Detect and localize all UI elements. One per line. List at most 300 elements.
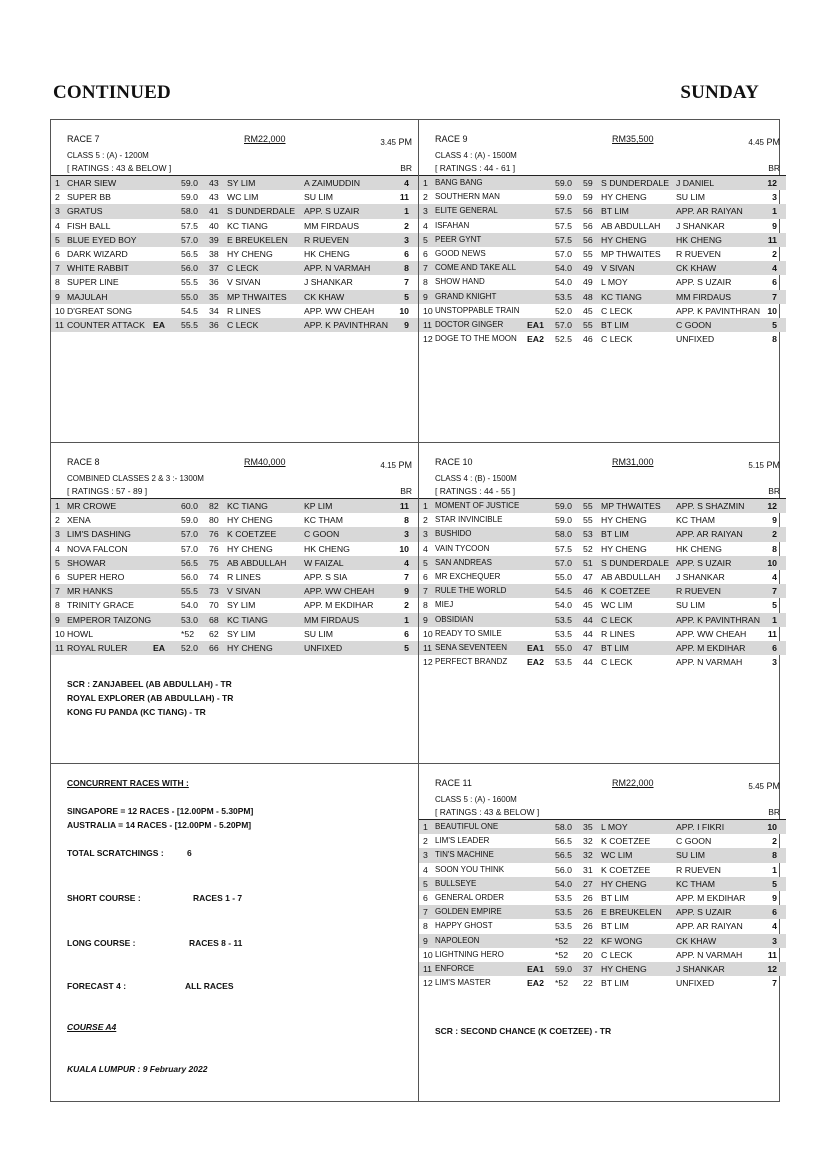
weight: 54.0: [555, 878, 572, 889]
runner-row: [419, 976, 786, 990]
runner-number: 11: [55, 319, 65, 330]
runner-number: 9: [423, 935, 428, 946]
header-right-day: SUNDAY: [680, 82, 759, 103]
weight: 55.5: [181, 277, 198, 288]
runner-number: 7: [423, 586, 428, 597]
barrier: 9: [772, 220, 777, 231]
jockey: R LINES: [601, 628, 635, 639]
barrier: 4: [772, 571, 777, 582]
race-ratings: [ RATINGS : 44 - 55 ] BR: [419, 486, 786, 499]
trainer: APP. S UZAIR: [304, 206, 360, 217]
barrier: 2: [404, 600, 409, 611]
runner-number: 11: [55, 642, 65, 653]
runner-number: 9: [423, 614, 428, 625]
rating: 36: [209, 277, 219, 288]
trainer: R RUEVEN: [676, 248, 721, 259]
trainer: C GOON: [676, 319, 712, 330]
rating: 80: [209, 515, 219, 526]
trainer: SU LIM: [304, 628, 333, 639]
runner-number: 3: [55, 529, 60, 540]
barrier: 2: [404, 220, 409, 231]
runner-row: [51, 261, 418, 275]
concurrent-singapore: SINGAPORE = 12 RACES - [12.00PM - 5.30PM]: [67, 806, 254, 816]
rating: 37: [209, 263, 219, 274]
trainer: J SHANKAR: [676, 220, 725, 231]
weight: 59.0: [181, 178, 198, 188]
horse-name: SUPER BB: [67, 192, 111, 203]
barrier: 1: [772, 206, 777, 217]
trainer: APP. S UZAIR: [676, 277, 732, 288]
race-ratings: [ RATINGS : 43 & BELOW ] BR: [51, 163, 418, 176]
runner-row: [51, 176, 418, 190]
rating: 22: [583, 935, 593, 946]
trainer: J DANIEL: [676, 178, 715, 188]
barrier: 4: [772, 263, 777, 274]
barrier: 7: [404, 571, 409, 582]
runner-number: 5: [55, 234, 60, 245]
runner-row: [51, 233, 418, 247]
trainer: APP. AR RAIYAN: [676, 206, 743, 217]
horse-name: STAR INVINCIBLE: [435, 515, 503, 525]
jockey: S DUNDERDALE: [601, 178, 670, 188]
weight: 52.5: [555, 334, 572, 345]
rating: 70: [209, 600, 219, 611]
runner-number: 4: [55, 543, 60, 554]
horse-name: DARK WIZARD: [67, 248, 128, 259]
total-scratchings: TOTAL SCRATCHINGS : 6: [67, 848, 192, 858]
rating: 76: [209, 529, 219, 540]
barrier: 12: [767, 178, 777, 188]
barrier: 10: [399, 543, 409, 554]
trainer: APP. AR RAIYAN: [676, 529, 743, 540]
runner-row: [51, 318, 418, 332]
weight: 57.0: [181, 234, 198, 245]
trainer: APP. M EKDIHAR: [676, 642, 746, 653]
runner-number: 1: [423, 501, 428, 511]
jockey: L MOY: [601, 277, 628, 288]
weight: 57.0: [555, 557, 572, 568]
horse-name: CHAR SIEW: [67, 178, 117, 188]
barrier: 11: [767, 234, 777, 245]
barrier: 3: [404, 529, 409, 540]
barrier: 6: [404, 248, 409, 259]
jockey: HY CHENG: [227, 642, 273, 653]
trainer: APP. M EKDIHAR: [304, 600, 374, 611]
trainer: APP. WW CHEAH: [304, 305, 375, 316]
race-9-card: [419, 120, 786, 346]
runner-row: [419, 641, 786, 655]
runner-row: [419, 570, 786, 584]
jockey: MP THWAITES: [601, 248, 661, 259]
horse-name: GRATUS: [67, 206, 103, 217]
horse-name: VAIN TYCOON: [435, 543, 490, 553]
runner-list: [419, 499, 786, 669]
rating: 22: [583, 978, 593, 989]
race-class: CLASS 5 : (A) - 1600M: [435, 795, 517, 804]
rating: 26: [583, 907, 593, 918]
runner-row: [51, 304, 418, 318]
runner-row: [419, 190, 786, 204]
barrier: 4: [772, 921, 777, 932]
entry-tag: EA1: [527, 963, 544, 974]
course-label: COURSE A4: [67, 1022, 117, 1032]
weight: 59.0: [181, 515, 198, 526]
runner-row: [419, 891, 786, 905]
weight: 53.5: [555, 892, 572, 903]
jockey: BT LIM: [601, 642, 629, 653]
jockey: HY CHENG: [601, 234, 647, 245]
trainer: SU LIM: [676, 850, 705, 861]
runner-number: 6: [55, 571, 60, 582]
runner-number: 1: [423, 178, 428, 188]
jockey: AB ABDULLAH: [601, 571, 661, 582]
runner-row: [51, 627, 418, 641]
runner-row: [51, 290, 418, 304]
runner-list: [419, 820, 786, 990]
entry-tag: EA1: [527, 642, 544, 653]
jockey: SY LIM: [227, 600, 256, 611]
horse-name: SAN ANDREAS: [435, 557, 492, 567]
runner-number: 12: [423, 334, 433, 345]
runner-list: [51, 176, 418, 332]
runner-number: 6: [55, 248, 60, 259]
trainer: APP. S SHAZMIN: [676, 501, 745, 511]
runner-number: 6: [423, 571, 428, 582]
race-class: COMBINED CLASSES 2 & 3 :- 1300M: [67, 474, 204, 483]
trainer: SU LIM: [676, 600, 705, 611]
race-time: 5.15 PM: [748, 460, 780, 470]
rating: 82: [209, 501, 219, 511]
runner-number: 1: [55, 501, 60, 511]
jockey: V SIVAN: [601, 263, 635, 274]
jockey: S DUNDERDALE: [227, 206, 296, 217]
race-title: RACE 7: [67, 134, 100, 144]
trainer: KP LIM: [304, 501, 333, 511]
horse-name: HAPPY GHOST: [435, 921, 493, 931]
runner-row: [51, 247, 418, 261]
barrier: 12: [767, 501, 777, 511]
barrier: 9: [772, 515, 777, 526]
weight: 59.0: [181, 192, 198, 203]
runner-row: [419, 627, 786, 641]
barrier: 1: [772, 614, 777, 625]
weight: 57.5: [555, 543, 572, 554]
runner-row: [419, 499, 786, 513]
runner-row: [419, 598, 786, 612]
race-class: CLASS 5 : (A) - 1200M: [67, 151, 149, 160]
runner-row: [419, 919, 786, 933]
weight: 56.0: [555, 864, 572, 875]
trainer: CK KHAW: [676, 263, 717, 274]
jockey: BT LIM: [601, 319, 629, 330]
rating: 68: [209, 614, 219, 625]
runner-number: 3: [423, 206, 428, 217]
trainer: MM FIRDAUS: [676, 291, 732, 302]
horse-name: NAPOLEON: [435, 935, 480, 945]
jockey: KC TIANG: [227, 614, 268, 625]
runner-number: 4: [55, 220, 60, 231]
barrier: 5: [772, 600, 777, 611]
footer-location-date: KUALA LUMPUR : 9 February 2022: [67, 1064, 208, 1074]
horse-name: SHOWAR: [67, 557, 106, 568]
barrier: 3: [404, 234, 409, 245]
rating: 36: [209, 319, 219, 330]
jockey: S DUNDERDALE: [601, 557, 670, 568]
runner-number: 10: [55, 305, 65, 316]
jockey: KC TIANG: [227, 501, 268, 511]
barrier: 1: [772, 864, 777, 875]
rating: 62: [209, 628, 219, 639]
barrier: 2: [772, 836, 777, 847]
jockey: E BREUKELEN: [227, 234, 288, 245]
race-ratings: [ RATINGS : 57 - 89 ] BR: [51, 486, 418, 499]
runner-number: 9: [55, 614, 60, 625]
rating: 39: [209, 234, 219, 245]
race-11-card: [419, 764, 786, 1102]
weight: 59.0: [555, 192, 572, 203]
barrier: 5: [772, 878, 777, 889]
trainer: KC THAM: [676, 515, 715, 526]
barrier: 10: [767, 557, 777, 568]
jockey: HY CHENG: [601, 515, 647, 526]
barrier: 4: [404, 178, 409, 188]
rating: 26: [583, 892, 593, 903]
horse-name: COUNTER ATTACK: [67, 319, 145, 330]
runner-number: 1: [55, 178, 60, 188]
trainer: HK CHENG: [676, 234, 722, 245]
runner-row: [419, 613, 786, 627]
short-course: SHORT COURSE : RACES 1 - 7: [67, 893, 243, 903]
rating: 59: [583, 178, 593, 188]
rating: 47: [583, 571, 593, 582]
barrier: 6: [772, 277, 777, 288]
weight: 55.0: [555, 642, 572, 653]
rating: 55: [583, 515, 593, 526]
trainer: R RUEVEN: [304, 234, 349, 245]
jockey: BT LIM: [601, 978, 629, 989]
trainer: HK CHENG: [304, 248, 350, 259]
jockey: C LECK: [601, 614, 633, 625]
jockey: HY CHENG: [601, 543, 647, 554]
trainer: APP. N VARMAH: [676, 949, 743, 960]
weight: 53.5: [555, 657, 572, 668]
runner-row: [419, 247, 786, 261]
rating: 43: [209, 178, 219, 188]
runner-row: [51, 613, 418, 627]
rating: 45: [583, 305, 593, 316]
jockey: HY CHENG: [227, 248, 273, 259]
rating: 46: [583, 586, 593, 597]
horse-name: GOLDEN EMPIRE: [435, 907, 502, 917]
trainer: R RUEVEN: [676, 864, 721, 875]
weight: 57.5: [555, 220, 572, 231]
barrier: 11: [399, 501, 409, 511]
jockey: MP THWAITES: [601, 501, 661, 511]
horse-name: BEAUTIFUL ONE: [435, 822, 499, 831]
trainer: SU LIM: [304, 192, 333, 203]
rating: 44: [583, 628, 593, 639]
barrier: 10: [767, 822, 777, 832]
trainer: APP. K PAVINTHRAN: [304, 319, 388, 330]
weight: 55.5: [181, 319, 198, 330]
trainer: C GOON: [676, 836, 712, 847]
rating: 32: [583, 836, 593, 847]
horse-name: FISH BALL: [67, 220, 111, 231]
runner-number: 7: [55, 263, 60, 274]
runner-row: [419, 290, 786, 304]
barrier: 12: [767, 963, 777, 974]
weight: 55.5: [181, 586, 198, 597]
jockey: C LECK: [227, 319, 259, 330]
barrier: 11: [399, 192, 409, 203]
rating: 34: [209, 305, 219, 316]
runner-row: [419, 261, 786, 275]
runner-number: 2: [423, 515, 428, 526]
horse-name: LIM'S LEADER: [435, 836, 490, 846]
jockey: AB ABDULLAH: [601, 220, 661, 231]
horse-name: ROYAL RULER: [67, 642, 128, 653]
rating: 45: [583, 600, 593, 611]
horse-name: MR EXCHEQUER: [435, 571, 501, 581]
weight: 53.0: [181, 614, 198, 625]
horse-name: DOCTOR GINGER: [435, 319, 504, 329]
horse-name: LIGHTNING HERO: [435, 949, 504, 959]
jockey: C LECK: [601, 305, 633, 316]
barrier: 1: [404, 614, 409, 625]
trainer: APP. N VARMAH: [304, 263, 371, 274]
rating: 49: [583, 277, 593, 288]
horse-name: SENA SEVENTEEN: [435, 642, 508, 652]
entry-tag: EA2: [527, 657, 544, 668]
race-ratings: [ RATINGS : 44 - 61 ] BR: [419, 163, 786, 176]
rating: 46: [583, 334, 593, 345]
barrier: 9: [404, 319, 409, 330]
trainer: APP. S SIA: [304, 571, 348, 582]
rating: 27: [583, 878, 593, 889]
runner-number: 10: [423, 949, 433, 960]
weight: 57.0: [555, 248, 572, 259]
runner-number: 11: [423, 642, 433, 653]
race-title: RACE 11: [435, 778, 472, 788]
race-time: 3.45 PM: [380, 137, 412, 147]
horse-name: PEER GYNT: [435, 234, 482, 244]
jockey: R LINES: [227, 571, 261, 582]
jockey: C LECK: [601, 949, 633, 960]
horse-name: XENA: [67, 515, 91, 526]
rating: 44: [583, 614, 593, 625]
runner-row: [419, 556, 786, 570]
barrier: 9: [404, 586, 409, 597]
trainer: APP. K PAVINTHRAN: [676, 305, 760, 316]
rating: 59: [583, 192, 593, 203]
weight: 55.0: [555, 571, 572, 582]
horse-name: DOGE TO THE MOON: [435, 334, 517, 344]
trainer: APP. I FIKRI: [676, 822, 725, 832]
rating: 31: [583, 864, 593, 875]
trainer: J SHANKAR: [676, 963, 725, 974]
meeting-info-panel: [51, 764, 418, 1102]
rating: 76: [209, 543, 219, 554]
weight: *52: [555, 949, 569, 960]
jockey: HY CHENG: [601, 878, 647, 889]
weight: 55.0: [181, 291, 198, 302]
trainer: UNFIXED: [676, 334, 715, 345]
runner-number: 4: [423, 220, 428, 231]
race-time: 4.45 PM: [748, 137, 780, 147]
runner-row: [51, 542, 418, 556]
jockey: AB ABDULLAH: [227, 557, 287, 568]
weight: 57.0: [555, 319, 572, 330]
rating: 48: [583, 291, 593, 302]
jockey: E BREUKELEN: [601, 907, 662, 918]
rating: 55: [583, 319, 593, 330]
runner-row: [419, 962, 786, 976]
jockey: K COETZEE: [601, 836, 651, 847]
horse-name: SOUTHERN MAN: [435, 192, 500, 202]
jockey: SY LIM: [227, 628, 256, 639]
weight: 54.0: [181, 600, 198, 611]
trainer: R RUEVEN: [676, 586, 721, 597]
runner-number: 6: [423, 248, 428, 259]
race-class: CLASS 4 : (A) - 1500M: [435, 151, 517, 160]
trainer: APP. S UZAIR: [676, 907, 732, 918]
rating: 32: [583, 850, 593, 861]
runner-number: 10: [55, 628, 65, 639]
race-7-card: [51, 120, 418, 332]
trainer: MM FIRDAUS: [304, 614, 360, 625]
trainer: W FAIZAL: [304, 557, 344, 568]
jockey: BT LIM: [601, 921, 629, 932]
weight: 57.5: [181, 220, 198, 231]
weight: 58.0: [555, 529, 572, 540]
barrier: 1: [404, 206, 409, 217]
weight: 59.0: [555, 178, 572, 188]
runner-number: 7: [55, 586, 60, 597]
race-title: RACE 9: [435, 134, 468, 144]
runner-row: [419, 542, 786, 556]
race-prize: RM35,500: [612, 134, 654, 144]
horse-name: UNSTOPPABLE TRAIN: [435, 305, 520, 315]
horse-name: SHOW HAND: [435, 277, 485, 287]
barrier: 5: [404, 291, 409, 302]
race-class: CLASS 4 : (B) - 1500M: [435, 474, 517, 483]
horse-name: LIM'S MASTER: [435, 978, 491, 988]
weight: 54.5: [555, 586, 572, 597]
weight: 58.0: [181, 206, 198, 217]
barrier: 3: [772, 935, 777, 946]
horse-name: MOMENT OF JUSTICE: [435, 501, 520, 510]
runner-row: [419, 934, 786, 948]
weight: 53.5: [555, 291, 572, 302]
trainer: APP. WW CHEAH: [676, 628, 747, 639]
runner-number: 3: [423, 850, 428, 861]
barrier: 6: [772, 642, 777, 653]
runner-number: 8: [423, 921, 428, 932]
trainer: HK CHENG: [304, 543, 350, 554]
entry-tag: EA: [153, 319, 166, 330]
barrier: 10: [767, 305, 777, 316]
horse-name: GOOD NEWS: [435, 248, 486, 258]
runner-number: 9: [423, 291, 428, 302]
long-course: LONG COURSE : RACES 8 - 11: [67, 938, 243, 948]
horse-name: D'GREAT SONG: [67, 305, 133, 316]
race-prize: RM22,000: [612, 778, 654, 788]
rating: 47: [583, 642, 593, 653]
weight: 56.5: [555, 836, 572, 847]
entry-tag: EA2: [527, 334, 544, 345]
entry-tag: EA: [153, 642, 166, 653]
runner-row: [419, 219, 786, 233]
